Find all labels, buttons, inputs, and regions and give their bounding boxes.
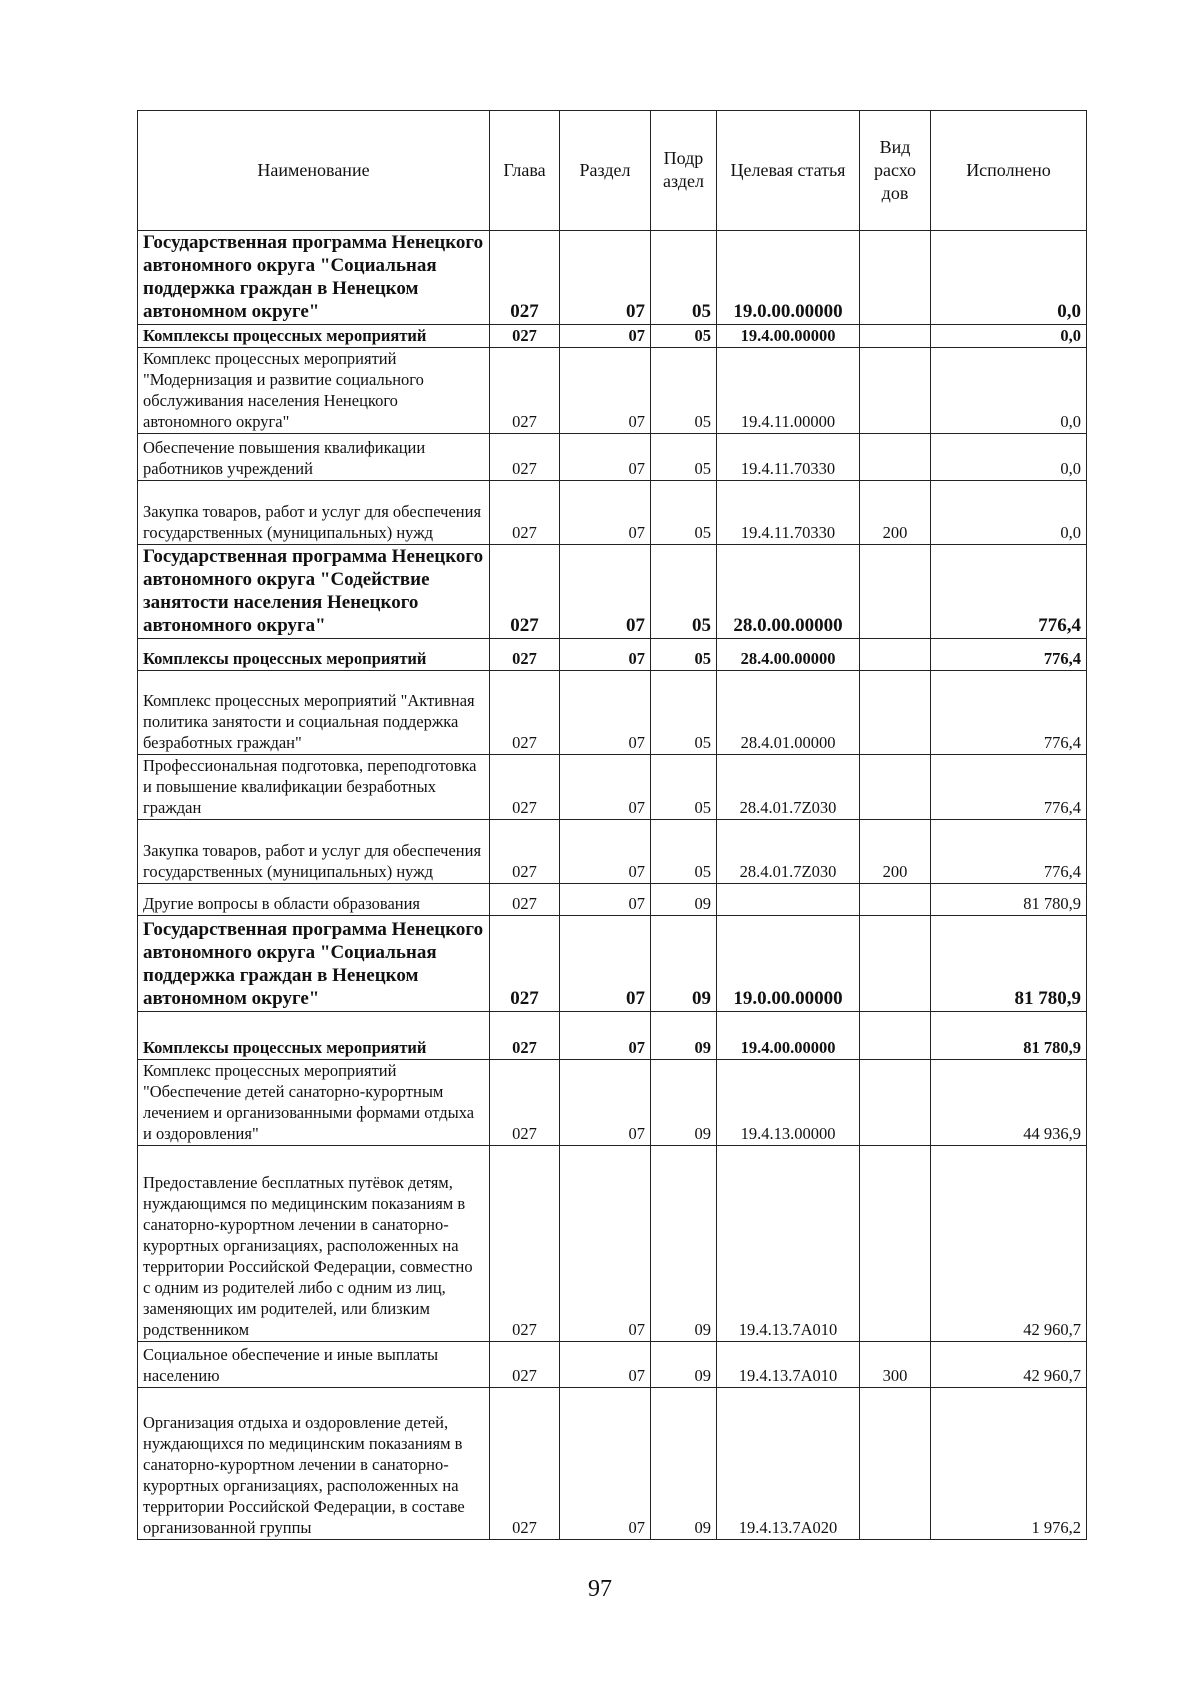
row-razdel: 07	[560, 1146, 651, 1342]
row-sum: 776,4	[931, 545, 1087, 639]
row-name: Социальное обеспечение и иные выплаты населению	[138, 1342, 490, 1388]
table-row	[138, 1342, 1087, 1388]
row-vid	[860, 1060, 931, 1146]
row-sum: 42 960,7	[931, 1146, 1087, 1342]
table-row	[138, 1060, 1087, 1146]
row-glava: 027	[490, 1012, 560, 1060]
row-sum: 0,0	[931, 325, 1087, 348]
row-name: Предоставление бесплатных путёвок детям, нуждающимся по медицинским показаниям в санаторно-курортном лечении в санаторно-курортных организациях, расположенных на территории Российской Федерации, совместно с одним из родителей либо с одним из лиц, заменяющих им родителей, или близким родственником	[138, 1146, 490, 1342]
row-name: Государственная программа Ненецкого автономного округа "Содействие занятости населения Ненецкого автономного округа"	[138, 545, 490, 639]
row-glava: 027	[490, 545, 560, 639]
row-razdel: 07	[560, 231, 651, 325]
row-podrazdel: 05	[651, 545, 717, 639]
row-razdel: 07	[560, 545, 651, 639]
row-glava: 027	[490, 755, 560, 820]
row-razdel: 07	[560, 1012, 651, 1060]
row-name: Комплексы процессных мероприятий	[138, 1012, 490, 1060]
row-vid	[860, 916, 931, 1012]
row-sum: 42 960,7	[931, 1342, 1087, 1388]
budget-table	[137, 110, 1087, 1540]
row-podrazdel: 05	[651, 434, 717, 481]
table-row	[138, 481, 1087, 545]
row-name: Профессиональная подготовка, переподготовка и повышение квалификации безработных граждан	[138, 755, 490, 820]
row-podrazdel: 09	[651, 1146, 717, 1342]
row-podrazdel: 05	[651, 820, 717, 884]
row-vid	[860, 639, 931, 671]
row-statya: 28.0.00.00000	[717, 545, 860, 639]
row-vid	[860, 325, 931, 348]
row-sum: 81 780,9	[931, 1012, 1087, 1060]
row-glava: 027	[490, 325, 560, 348]
row-glava: 027	[490, 434, 560, 481]
row-razdel: 07	[560, 348, 651, 434]
table-row	[138, 434, 1087, 481]
row-glava: 027	[490, 820, 560, 884]
table-header-row	[138, 111, 1087, 231]
table-row	[138, 1012, 1087, 1060]
row-razdel: 07	[560, 1060, 651, 1146]
row-sum: 0,0	[931, 348, 1087, 434]
row-sum: 776,4	[931, 820, 1087, 884]
row-sum: 776,4	[931, 671, 1087, 755]
row-statya: 19.4.00.00000	[717, 1012, 860, 1060]
table-row	[138, 916, 1087, 1012]
table-row	[138, 1146, 1087, 1342]
row-vid	[860, 1146, 931, 1342]
row-razdel: 07	[560, 820, 651, 884]
row-vid	[860, 755, 931, 820]
row-name: Комплексы процессных мероприятий	[138, 325, 490, 348]
row-statya: 28.4.00.00000	[717, 639, 860, 671]
row-podrazdel: 05	[651, 325, 717, 348]
row-sum: 776,4	[931, 755, 1087, 820]
row-razdel: 07	[560, 884, 651, 916]
row-name: Комплекс процессных мероприятий "Модернизация и развитие социального обслуживания населения Ненецкого автономного округа"	[138, 348, 490, 434]
row-podrazdel: 09	[651, 916, 717, 1012]
row-statya: 19.4.11.00000	[717, 348, 860, 434]
row-podrazdel: 09	[651, 1012, 717, 1060]
row-razdel: 07	[560, 1388, 651, 1540]
row-statya: 19.4.13.00000	[717, 1060, 860, 1146]
row-glava: 027	[490, 671, 560, 755]
row-vid	[860, 671, 931, 755]
row-razdel: 07	[560, 639, 651, 671]
row-podrazdel: 05	[651, 481, 717, 545]
row-statya: 19.4.11.70330	[717, 481, 860, 545]
page-number: 97	[588, 1576, 612, 1602]
row-statya: 19.4.00.00000	[717, 325, 860, 348]
row-podrazdel: 05	[651, 639, 717, 671]
table-row	[138, 231, 1087, 325]
row-sum: 776,4	[931, 639, 1087, 671]
row-sum: 0,0	[931, 434, 1087, 481]
row-name: Организация отдыха и оздоровление детей, нуждающихся по медицинским показаниям в санаторно-курортном лечении в санаторно-курортных организациях, расположенных на территории Российской Федерации, в составе организованной группы	[138, 1388, 490, 1540]
row-razdel: 07	[560, 671, 651, 755]
header-vid: Вид расхо дов	[860, 111, 931, 231]
row-statya: 28.4.01.7Z030	[717, 820, 860, 884]
row-sum: 0,0	[931, 231, 1087, 325]
row-statya: 19.0.00.00000	[717, 916, 860, 1012]
table-row	[138, 639, 1087, 671]
row-statya: 19.4.13.7А010	[717, 1342, 860, 1388]
header-statya: Целевая статья	[717, 111, 860, 231]
row-glava: 027	[490, 639, 560, 671]
table-row	[138, 545, 1087, 639]
row-statya: 19.4.13.7А020	[717, 1388, 860, 1540]
row-sum: 0,0	[931, 481, 1087, 545]
row-glava: 027	[490, 231, 560, 325]
row-glava: 027	[490, 1146, 560, 1342]
row-name: Государственная программа Ненецкого автономного округа "Социальная поддержка граждан в Ненецком автономном округе"	[138, 231, 490, 325]
row-sum: 1 976,2	[931, 1388, 1087, 1540]
row-statya	[717, 884, 860, 916]
row-name: Государственная программа Ненецкого автономного округа "Социальная поддержка граждан в Ненецком автономном округе"	[138, 916, 490, 1012]
row-razdel: 07	[560, 1342, 651, 1388]
row-glava: 027	[490, 1388, 560, 1540]
table-row	[138, 671, 1087, 755]
row-podrazdel: 09	[651, 1342, 717, 1388]
row-sum: 81 780,9	[931, 916, 1087, 1012]
row-name: Другие вопросы в области образования	[138, 884, 490, 916]
row-vid: 300	[860, 1342, 931, 1388]
table-row	[138, 884, 1087, 916]
row-vid: 200	[860, 481, 931, 545]
header-ispolneno: Исполнено	[931, 111, 1087, 231]
table-row	[138, 1388, 1087, 1540]
row-glava: 027	[490, 916, 560, 1012]
row-vid	[860, 348, 931, 434]
row-name: Комплекс процессных мероприятий "Обеспечение детей санаторно-курортным лечением и организованными формами отдыха и оздоровления"	[138, 1060, 490, 1146]
row-glava: 027	[490, 1342, 560, 1388]
table-row	[138, 348, 1087, 434]
header-glava: Глава	[490, 111, 560, 231]
row-statya: 19.4.11.70330	[717, 434, 860, 481]
table-row	[138, 325, 1087, 348]
row-razdel: 07	[560, 755, 651, 820]
row-podrazdel: 05	[651, 671, 717, 755]
row-statya: 19.0.00.00000	[717, 231, 860, 325]
row-name: Закупка товаров, работ и услуг для обеспечения государственных (муниципальных) нужд	[138, 481, 490, 545]
row-razdel: 07	[560, 325, 651, 348]
row-name: Комплексы процессных мероприятий	[138, 639, 490, 671]
row-vid	[860, 1388, 931, 1540]
row-glava: 027	[490, 481, 560, 545]
row-glava: 027	[490, 348, 560, 434]
budget-table-sheet	[137, 110, 1086, 1540]
row-podrazdel: 09	[651, 884, 717, 916]
header-razdel: Раздел	[560, 111, 651, 231]
row-statya: 28.4.01.7Z030	[717, 755, 860, 820]
row-vid	[860, 434, 931, 481]
row-vid: 200	[860, 820, 931, 884]
row-podrazdel: 05	[651, 755, 717, 820]
table-row	[138, 755, 1087, 820]
row-vid	[860, 545, 931, 639]
row-podrazdel: 05	[651, 348, 717, 434]
row-podrazdel: 09	[651, 1388, 717, 1540]
row-razdel: 07	[560, 434, 651, 481]
row-name: Обеспечение повышения квалификации работников учреждений	[138, 434, 490, 481]
row-name: Закупка товаров, работ и услуг для обеспечения государственных (муниципальных) нужд	[138, 820, 490, 884]
row-podrazdel: 09	[651, 1060, 717, 1146]
row-podrazdel: 05	[651, 231, 717, 325]
row-glava: 027	[490, 1060, 560, 1146]
row-glava: 027	[490, 884, 560, 916]
row-name: Комплекс процессных мероприятий "Активная политика занятости и социальная поддержка безработных граждан"	[138, 671, 490, 755]
table-row	[138, 820, 1087, 884]
row-razdel: 07	[560, 916, 651, 1012]
row-statya: 28.4.01.00000	[717, 671, 860, 755]
row-vid	[860, 884, 931, 916]
row-sum: 81 780,9	[931, 884, 1087, 916]
row-sum: 44 936,9	[931, 1060, 1087, 1146]
row-statya: 19.4.13.7А010	[717, 1146, 860, 1342]
header-podrazdel: Подр аздел	[651, 111, 717, 231]
row-vid	[860, 231, 931, 325]
row-razdel: 07	[560, 481, 651, 545]
row-vid	[860, 1012, 931, 1060]
header-name: Наименование	[138, 111, 490, 231]
